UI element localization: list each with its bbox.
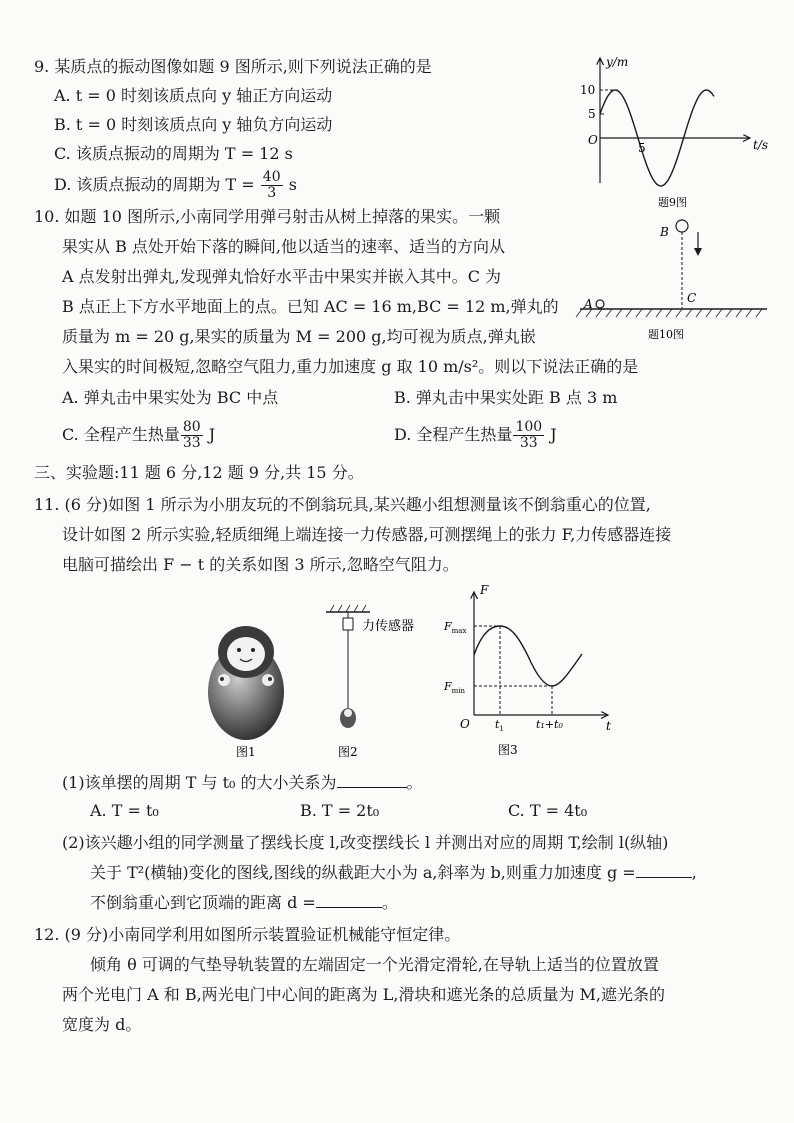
q11-part1-blank <box>337 787 407 788</box>
q11-part1-option-b: B. T = 2t₀ <box>300 801 380 820</box>
svg-text:Fmax: $F_{max}$ <box>444 620 467 635</box>
q9-fig-x-label: t/s <box>753 138 769 152</box>
q11-part2-g-blank <box>636 877 692 878</box>
q10-option-c: C. 全程产生热量 $\frac{80}{33}$ J <box>62 419 216 451</box>
q11-part-2-line-2: 关于 T²(横轴)变化的图线,图线的纵截距大小为 a,斜率为 b,则重力加速度 g = , <box>90 863 697 882</box>
q12-line-3: 两个光电门 A 和 B,两光电门中心间的距离为 L,滑块和遮光条的总质量为 M,遮光条的 <box>62 985 666 1004</box>
q11-part1-option-a: A. T = t₀ <box>90 801 159 820</box>
q11-part-2-line-1: (2)该兴趣小组的同学测量了摆线长度 l,改变摆线长 l 并测出对应的周期 T,绘制 l(纵轴) <box>62 833 669 852</box>
q12-line-2: 倾角 θ 可调的气垫导轨装置的左端固定一个光滑定滑轮,在导轨上适当的位置放置 <box>90 955 659 974</box>
q10-fig-label-c: C <box>687 291 697 305</box>
fig3-origin: O <box>460 717 470 731</box>
q11-line-3: 电脑可描绘出 F − t 的关系如图 3 所示,忽略空气阻力。 <box>62 555 459 574</box>
q9-fig-caption: 题9图 <box>658 196 687 209</box>
q10-line-6: 入果实的时间极短,忽略空气阻力,重力加速度 g 取 10 m/s²。则以下说法正确的是 <box>62 357 639 376</box>
force-sensor-box <box>343 618 353 630</box>
q9-fig-y-tick-10: 10 <box>580 83 596 97</box>
q9-stem: 9. 某质点的振动图像如题 9 图所示,则下列说法正确的是 <box>34 57 432 76</box>
q12-line-4: 宽度为 d。 <box>62 1015 142 1034</box>
q11-fig1-caption: 图1 <box>236 745 256 759</box>
section-3-heading: 三、实验题:11 题 6 分,12 题 9 分,共 15 分。 <box>34 463 364 482</box>
q10-option-b: B. 弹丸击中果实处距 B 点 3 m <box>394 388 618 407</box>
q9-option-d-fraction: $\frac{40}{3}$ <box>262 169 281 201</box>
force-sensor-label: 力传感器 <box>362 619 415 634</box>
q11-figure-3 <box>440 580 620 760</box>
fig3-t1-plus-t0: t₁+t₀ <box>536 718 563 731</box>
q11-part-1: (1)该单摆的周期 T 与 t₀ 的大小关系为 。 <box>62 773 423 792</box>
q10-line-5: 质量为 m = 20 g,果实的质量为 M = 200 g,均可视为质点,弹丸嵌 <box>62 327 536 346</box>
q10-fig-label-b: B <box>660 225 669 239</box>
svg-text:Fmin: $F_{min}$ <box>444 680 466 695</box>
q11-part2-d-blank <box>316 907 382 908</box>
q10-option-a: A. 弹丸击中果实处为 BC 中点 <box>62 388 279 407</box>
fig3-y-label: F <box>480 583 489 597</box>
q11-part1-option-c: C. T = 4t₀ <box>508 801 588 820</box>
pellet-circle <box>596 300 604 308</box>
q10-line-1: 10. 如题 10 图所示,小南同学用弹弓射击从树上掉落的果实。一颗 <box>34 207 501 226</box>
q12-line-1: 12. (9 分)小南同学利用如图所示装置验证机械能守恒定律。 <box>34 925 461 944</box>
q9-option-b: B. t = 0 时刻该质点向 y 轴负方向运动 <box>54 115 333 134</box>
q10-option-d: D. 全程产生热量 $\frac{100}{33}$ J <box>394 419 557 451</box>
f-t-curve <box>474 626 582 686</box>
q9-fig-y-tick-5: 5 <box>588 107 596 121</box>
q9-fig-origin: O <box>588 133 598 147</box>
fig3-x-label: t <box>606 719 611 733</box>
svg-text:t1: $t_1$ <box>495 718 504 733</box>
q9-option-a: A. t = 0 时刻该质点向 y 轴正方向运动 <box>54 86 333 105</box>
q10-line-3: A 点发射出弹丸,发现弹丸恰好水平击中果实并嵌入其中。C 为 <box>62 267 502 286</box>
q11-fig3-caption: 图3 <box>498 743 518 757</box>
q11-part-2-line-3: 不倒翁重心到它顶端的距离 d = 。 <box>90 893 398 912</box>
q9-option-d-unit: s <box>288 175 297 194</box>
q10-fig-label-a: A <box>584 297 593 311</box>
q9-fig-y-label: y/m <box>606 55 629 69</box>
q9-option-d-text: D. 该质点振动的周期为 T = <box>54 175 255 194</box>
q9-figure <box>570 48 770 213</box>
q11-line-1: 11. (6 分)如图 1 所示为小朋友玩的不倒翁玩具,某兴趣小组想测量该不倒翁重心的位置, <box>34 495 651 514</box>
q10-fig-caption: 题10图 <box>648 328 684 341</box>
q11-fig2-caption: 图2 <box>338 745 358 759</box>
q9-option-c: C. 该质点振动的周期为 T = 12 s <box>54 144 293 163</box>
q10-line-2: 果实从 B 点处开始下落的瞬间,他以适当的速率、适当的方向从 <box>62 237 506 256</box>
fruit-circle <box>676 220 688 232</box>
q11-figure-2 <box>318 600 438 760</box>
q11-line-2: 设计如图 2 所示实验,轻质细绳上端连接一力传感器,可测摆绳上的张力 F,力传感器连接 <box>62 525 672 544</box>
q10-figure <box>572 212 772 342</box>
q9-option-d <box>54 170 297 201</box>
q10-line-4: B 点正上下方水平地面上的点。已知 AC = 16 m,BC = 12 m,弹丸的 <box>62 297 559 316</box>
q11-figure-1 <box>198 600 294 760</box>
q9-fig-x-tick-5: 5 <box>638 141 646 155</box>
